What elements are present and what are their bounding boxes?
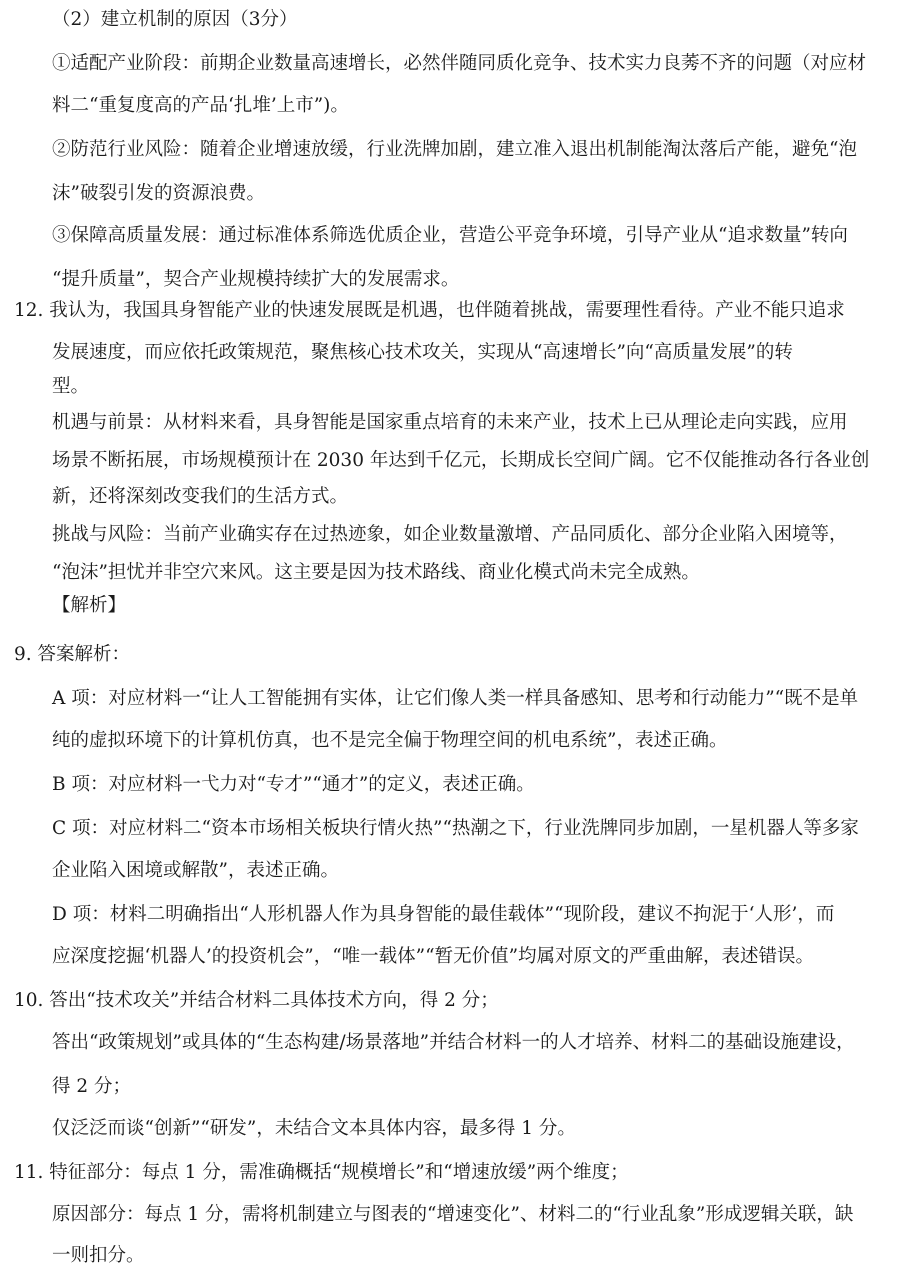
text-line: 原因部分：每点 1 分，需将机制建立与图表的“增速变化”、材料二的“行业乱象”形成逻辑关联，缺: [52, 1204, 854, 1225]
text-line: 型。: [52, 376, 90, 397]
text-line: 场景不断拓展，市场规模预计在 2030 年达到千亿元，长期成长空间广阔。它不仅能推动各行各业创: [52, 450, 870, 471]
text-line: 12. 我认为，我国具身智能产业的快速发展既是机遇，也伴随着挑战，需要理性看待。产业不能只追求: [14, 300, 845, 321]
text-line: 答出“政策规划”或具体的“生态构建/场景落地”并结合材料一的人才培养、材料二的基础设施建设，: [52, 1032, 855, 1053]
text-line: （2）建立机制的原因（3分）: [52, 9, 298, 30]
text-line: 仅泛泛而谈“创新”“研发”，未结合文本具体内容，最多得 1 分。: [52, 1118, 576, 1139]
text-line: ③保障高质量发展：通过标准体系筛选优质企业，营造公平竞争环境，引导产业从“追求数量”转向: [52, 225, 848, 246]
text-line: 挑战与风险：当前产业确实存在过热迹象，如企业数量激增、产品同质化、部分企业陷入困境等，: [52, 524, 848, 545]
text-line: A 项：对应材料一“让人工智能拥有实体，让它们像人类一样具备感知、思考和行动能力”“既不是单: [52, 688, 859, 709]
text-line: B 项：对应材料一弋力对“专才”“通才”的定义，表述正确。: [52, 774, 535, 795]
text-line: 新，还将深刻改变我们的生活方式。: [52, 486, 349, 507]
text-line: D 项：材料二明确指出“人形机器人作为具身智能的最佳载体”“现阶段，建议不拘泥于‘人形’，而: [52, 904, 835, 925]
text-line: ①适配产业阶段：前期企业数量高速增长，必然伴随同质化竞争、技术实力良莠不齐的问题（对应材: [52, 53, 867, 74]
text-line: C 项：对应材料二“资本市场相关板块行情火热”“热潮之下，行业洗牌同步加剧，一星机器人等多家: [52, 818, 859, 839]
text-line: 发展速度，而应依托政策规范，聚焦核心技术攻关，实现从“高速增长”向“高质量发展”的转: [52, 342, 793, 363]
text-line: 企业陷入困境或解散”，表述正确。: [52, 860, 339, 881]
text-line: 11. 特征部分：每点 1 分，需准确概括“规模增长”和“增速放缓”两个维度；: [14, 1162, 629, 1183]
text-line: 10. 答出“技术攻关”并结合材料二具体技术方向，得 2 分；: [14, 990, 499, 1011]
text-line: 一则扣分。: [52, 1245, 145, 1266]
text-line: 得 2 分；: [52, 1076, 132, 1097]
text-line: “提升质量”，契合产业规模持续扩大的发展需求。: [52, 269, 460, 290]
text-line: 沫”破裂引发的资源浪费。: [52, 183, 265, 204]
text-line: 9. 答案解析：: [14, 644, 131, 665]
text-line: 纯的虚拟环境下的计算机仿真，也不是完全偏于物理空间的机电系统”，表述正确。: [52, 730, 728, 751]
section-heading: 【解析】: [52, 595, 127, 616]
text-line: “泡沫”担忧并非空穴来风。这主要是因为技术路线、商业化模式尚未完全成熟。: [52, 562, 700, 583]
text-line: ②防范行业风险：随着企业增速放缓，行业洗牌加剧，建立准入退出机制能淘汰落后产能，避免“泡: [52, 139, 857, 160]
text-line: 机遇与前景：从材料来看，具身智能是国家重点培育的未来产业，技术上已从理论走向实践，应用: [52, 412, 848, 433]
text-line: 料二“重复度高的产品‘扎堆’上市”)。: [52, 95, 349, 116]
text-line: 应深度挖掘‘机器人’的投资机会”，“唯一载体”“暂无价值”均属对原文的严重曲解，表述错误。: [52, 946, 815, 967]
